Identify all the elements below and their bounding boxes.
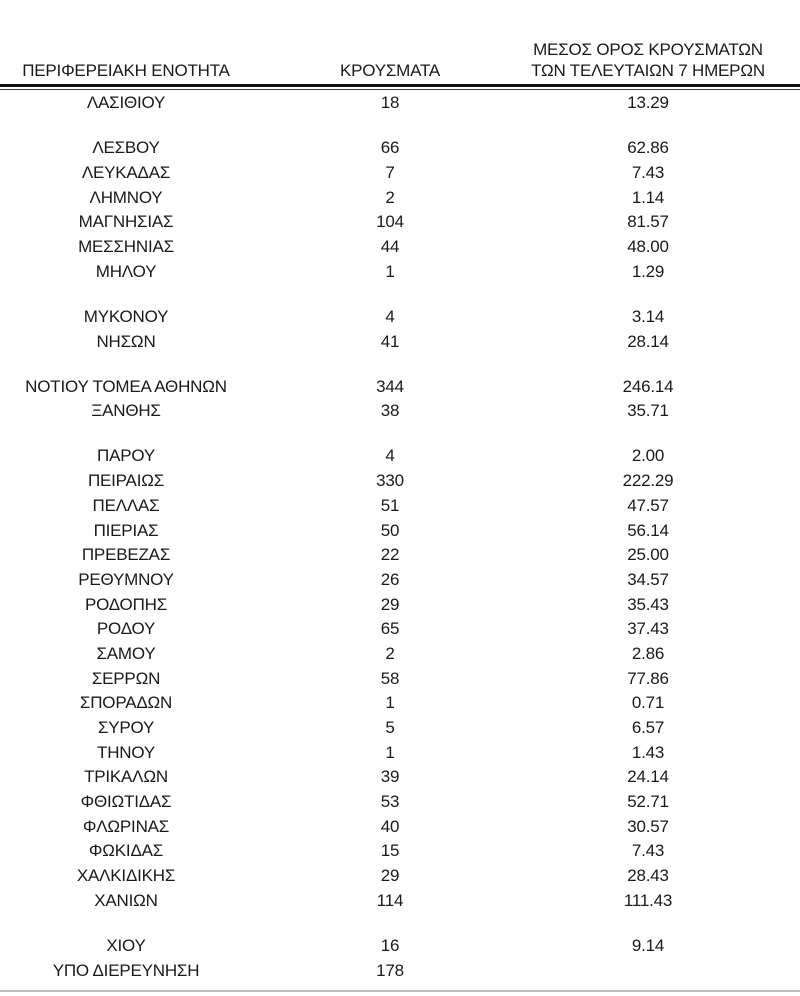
region-name-cell: ΞΑΝΘΗΣ <box>91 401 161 421</box>
cases-cell: 114 <box>376 890 404 910</box>
cases-cell: 2 <box>385 643 395 663</box>
region-name-cell: ΠΕΙΡΑΙΩΣ <box>87 471 165 491</box>
region-name-cell: ΜΕΣΣΗΝΙΑΣ <box>78 237 174 257</box>
cases-cell: 41 <box>380 331 400 351</box>
table-row <box>0 329 800 354</box>
table-row <box>0 934 800 959</box>
region-name-cell: ΤΗΝΟΥ <box>97 742 155 762</box>
cases-cell: 50 <box>380 520 400 540</box>
table-row <box>0 790 800 815</box>
region-name-cell: ΧΙΟΥ <box>106 935 146 955</box>
region-name-cell: ΜΗΛΟΥ <box>95 261 157 281</box>
region-name-cell: ΝΗΣΩΝ <box>96 331 156 351</box>
avg-cell: 0.71 <box>631 693 665 713</box>
cases-cell: 40 <box>380 816 400 836</box>
region-name-cell: ΠΡΕΒΕΖΑΣ <box>81 545 171 565</box>
avg-cell: 30.57 <box>627 816 669 836</box>
region-name-cell: ΧΑΝΙΩΝ <box>94 890 158 910</box>
region-name-cell: ΠΙΕΡΙΑΣ <box>93 520 159 540</box>
avg-cell: 24.14 <box>627 767 669 787</box>
region-name-cell: ΣΥΡΟΥ <box>97 718 155 738</box>
region-name-cell: ΣΕΡΡΩΝ <box>91 668 161 688</box>
avg-cell: 48.00 <box>627 237 669 257</box>
header-region-unit <box>0 60 252 81</box>
region-name-cell: ΜΥΚΟΝΟΥ <box>83 306 169 326</box>
region-name-cell: ΛΗΜΝΟΥ <box>89 187 163 207</box>
avg-cell: 25.00 <box>627 545 669 565</box>
avg-cell: 111.43 <box>623 890 673 910</box>
table-row <box>0 469 800 494</box>
table-row <box>0 716 800 741</box>
avg-cell: 9.14 <box>631 935 665 955</box>
cases-cell: 53 <box>380 792 400 812</box>
cases-cell: 58 <box>380 668 400 688</box>
region-name-cell: ΣΑΜΟΥ <box>96 643 156 663</box>
region-name-cell: ΤΡΙΚΑΛΩΝ <box>84 767 168 787</box>
region-name-cell: ΡΟΔΟΥ <box>96 619 156 639</box>
avg-cell: 81.57 <box>627 212 669 232</box>
table-row <box>0 617 800 642</box>
avg-cell: 222.29 <box>622 471 674 491</box>
cases-cell: 1 <box>385 742 395 762</box>
group-spacer <box>0 913 800 933</box>
group-spacer <box>0 116 800 136</box>
cases-cell: 344 <box>376 376 404 396</box>
cases-cell: 4 <box>385 446 395 466</box>
region-name-cell: ΦΛΩΡΙΝΑΣ <box>82 816 170 836</box>
table-row <box>0 592 800 617</box>
avg-cell: 13.29 <box>627 93 669 113</box>
table-row <box>0 235 800 260</box>
cases-cell: 44 <box>380 237 400 257</box>
avg-cell: 52.71 <box>627 792 669 812</box>
table-row <box>0 765 800 790</box>
region-name-cell: ΡΕΘΥΜΝΟΥ <box>78 569 174 589</box>
cases-cell: 16 <box>380 935 400 955</box>
region-name-cell: ΦΩΚΙΔΑΣ <box>88 841 164 861</box>
bottom-rule <box>0 990 800 992</box>
avg-cell: 47.57 <box>627 495 669 515</box>
cases-cell: 29 <box>380 594 400 614</box>
region-name-cell: ΛΕΣΒΟΥ <box>92 138 160 158</box>
header-region-unit-label: ΠΕΡΙΦΕΡΕΙΑΚΗ ΕΝΟΤΗΤΑ <box>22 61 230 80</box>
group-spacer <box>0 284 800 304</box>
cases-cell: 1 <box>385 261 395 281</box>
avg-cell: 7.43 <box>631 163 665 183</box>
avg-cell: 37.43 <box>627 619 669 639</box>
table-row <box>0 691 800 716</box>
table-row <box>0 210 800 235</box>
region-name-cell: ΣΠΟΡΑΔΩΝ <box>79 693 173 713</box>
table-row <box>0 666 800 691</box>
region-name-cell: ΜΑΓΝΗΣΙΑΣ <box>78 212 174 232</box>
avg-cell: 1.43 <box>631 742 665 762</box>
cases-cell: 26 <box>380 569 400 589</box>
table-row <box>0 91 800 116</box>
cases-cell: 1 <box>385 693 395 713</box>
region-name-cell: ΧΑΛΚΙΔΙΚΗΣ <box>76 866 176 886</box>
cases-cell: 51 <box>380 495 400 515</box>
table-header <box>0 0 800 84</box>
cases-cell: 66 <box>380 138 400 158</box>
table-row <box>0 568 800 593</box>
table-row <box>0 518 800 543</box>
avg-cell: 28.14 <box>627 331 669 351</box>
table-row <box>0 399 800 424</box>
region-name-cell: ΛΑΣΙΘΙΟΥ <box>86 93 166 113</box>
region-name-cell: ΠΑΡΟΥ <box>97 446 155 466</box>
cases-cell: 104 <box>376 212 404 232</box>
avg-cell: 7.43 <box>631 841 665 861</box>
table-row <box>0 740 800 765</box>
region-name-cell: ΥΠΟ ΔΙΕΡΕΥΝΗΣΗ <box>52 960 200 980</box>
cases-cell: 4 <box>385 306 395 326</box>
group-spacer <box>0 354 800 374</box>
avg-cell: 1.14 <box>631 187 665 207</box>
avg-cell: 246.14 <box>622 376 674 396</box>
table-row <box>0 494 800 519</box>
avg-cell: 56.14 <box>627 520 669 540</box>
cases-cell: 15 <box>380 841 400 861</box>
region-name-cell: ΠΕΛΛΑΣ <box>92 495 160 515</box>
table-row <box>0 814 800 839</box>
table-row <box>0 305 800 330</box>
cases-cell: 22 <box>380 545 400 565</box>
table-row <box>0 958 800 983</box>
avg-cell: 1.29 <box>631 261 665 281</box>
cases-cell: 65 <box>380 619 400 639</box>
table-row <box>0 543 800 568</box>
cases-cell: 178 <box>376 960 404 980</box>
avg-cell: 35.43 <box>627 594 669 614</box>
avg-cell: 2.00 <box>631 446 665 466</box>
header-7day-average <box>528 39 768 81</box>
header-7day-average-line2: ΤΩΝ ΤΕΛΕΥΤΑΙΩΝ 7 ΗΜΕΡΩΝ <box>531 61 765 80</box>
header-cases-label: ΚΡΟΥΣΜΑΤΑ <box>339 61 441 80</box>
region-name-cell: ΛΕΥΚΑΔΑΣ <box>81 163 171 183</box>
avg-cell: 35.71 <box>627 401 669 421</box>
avg-cell: 77.86 <box>627 668 669 688</box>
region-name-cell: ΡΟΔΟΠΗΣ <box>84 594 168 614</box>
table-row <box>0 444 800 469</box>
cases-cell: 38 <box>380 401 400 421</box>
cases-cell: 29 <box>380 866 400 886</box>
avg-cell: 34.57 <box>627 569 669 589</box>
group-spacer <box>0 424 800 444</box>
cases-cell: 2 <box>385 187 395 207</box>
table-row <box>0 864 800 889</box>
table-row <box>0 642 800 667</box>
cases-cell: 39 <box>380 767 400 787</box>
avg-cell: 28.43 <box>627 866 669 886</box>
cases-cell: 330 <box>376 471 404 491</box>
table-row <box>0 185 800 210</box>
avg-cell: 3.14 <box>631 306 665 326</box>
region-name-cell: ΝΟΤΙΟΥ ΤΟΜΕΑ ΑΘΗΝΩΝ <box>25 376 227 396</box>
cases-cell: 7 <box>385 163 395 183</box>
table-row <box>0 839 800 864</box>
table-row <box>0 136 800 161</box>
table-body <box>0 90 800 983</box>
header-cases <box>252 60 528 81</box>
table-row <box>0 374 800 399</box>
cases-cell: 18 <box>380 93 400 113</box>
table-row <box>0 161 800 186</box>
cases-cell: 5 <box>385 718 395 738</box>
avg-cell: 2.86 <box>631 643 665 663</box>
header-7day-average-line1: ΜΕΣΟΣ ΟΡΟΣ ΚΡΟΥΣΜΑΤΩΝ <box>533 40 763 59</box>
avg-cell: 6.57 <box>631 718 665 738</box>
region-name-cell: ΦΘΙΩΤΙΔΑΣ <box>80 792 172 812</box>
avg-cell: 62.86 <box>627 138 669 158</box>
table-row <box>0 260 800 285</box>
table-row <box>0 889 800 914</box>
